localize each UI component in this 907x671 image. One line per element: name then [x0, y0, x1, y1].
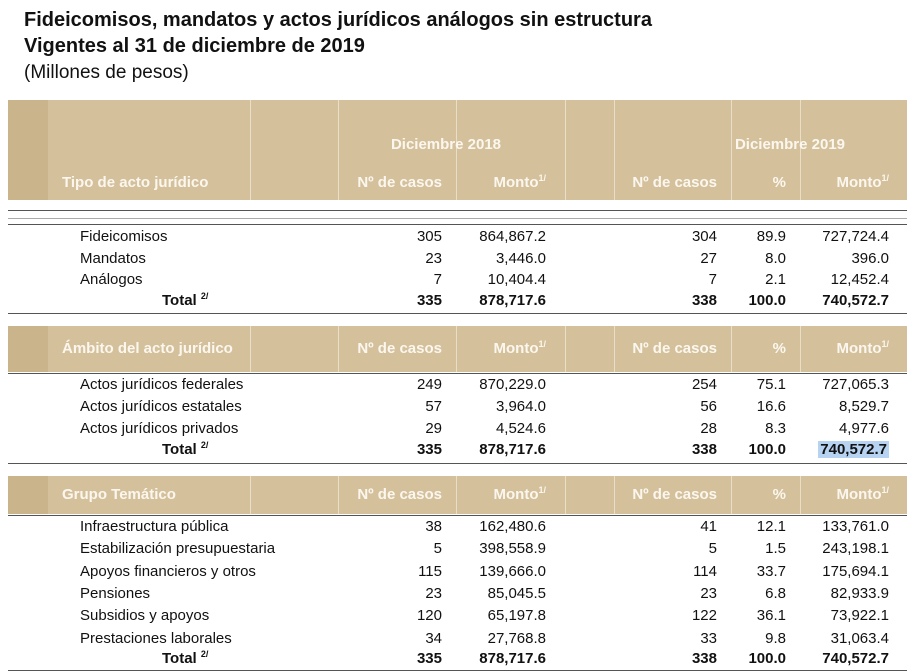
section1-cases-2018-header: Nº de casos: [357, 174, 442, 191]
section1-cases-2019-header: Nº de casos: [632, 174, 717, 191]
cases-2019: 56: [700, 398, 717, 415]
pct-2019: 6.8: [765, 585, 786, 602]
section3-amount-2019-header: Monto$^{1/}$: [836, 485, 889, 503]
header-column-divider: [250, 100, 251, 200]
section2-amount-2019-header: Monto$^{1/}$: [836, 339, 889, 357]
pct-2019: 8.0: [765, 250, 786, 267]
cases-2019: 254: [691, 376, 717, 393]
row-label: Prestaciones laborales: [80, 630, 232, 647]
section3-cases-2018-header: Nº de casos: [357, 486, 442, 503]
cases-2018: 120: [416, 607, 442, 624]
total-label: Total $^{2/}$: [162, 440, 209, 458]
total-cases-2018: 335: [416, 650, 442, 667]
group-header-2018: Diciembre 2018: [390, 136, 502, 153]
total-label: Total $^{2/}$: [162, 291, 209, 309]
rule: [8, 218, 907, 219]
document-title: Fideicomisos, mandatos y actos jurídicos análogos sin estructura: [24, 9, 652, 31]
cases-2019: 304: [691, 228, 717, 245]
cases-2019: 5: [708, 540, 717, 557]
section1-amount-2018-header: Monto$^{1/}$: [493, 173, 546, 191]
total-cases-2018: 335: [416, 292, 442, 309]
amount-2019: 73,922.1: [830, 607, 889, 624]
amount-2019: 133,761.0: [822, 518, 889, 535]
section2-cases-2018-header: Nº de casos: [357, 340, 442, 357]
cases-2018: 38: [425, 518, 442, 535]
pct-2019: 1.5: [765, 540, 786, 557]
amount-2019: 175,694.1: [822, 563, 889, 580]
amount-2018: 4,524.6: [495, 420, 546, 437]
amount-2018: 10,404.4: [487, 271, 546, 288]
cases-2018: 115: [418, 563, 442, 580]
pct-2019: 75.1: [756, 376, 786, 393]
section2-amount-2018-header: Monto$^{1/}$: [493, 339, 546, 357]
row-label: Análogos: [80, 271, 143, 288]
row-label: Actos jurídicos privados: [80, 420, 239, 437]
cases-2019: 114: [693, 563, 717, 580]
row-label: Estabilización presupuestaria: [80, 540, 276, 557]
cases-2018: 305: [416, 228, 442, 245]
cases-2019: 23: [700, 585, 717, 602]
section2-pct-2019-header: %: [772, 340, 786, 357]
cases-2018: 29: [425, 420, 442, 437]
section-heading: Ámbito del acto jurídico: [62, 340, 233, 357]
amount-2018: 85,045.5: [487, 585, 546, 602]
section1-pct-2019-header: %: [772, 174, 786, 191]
header-column-divider: [565, 326, 566, 372]
header-column-divider: [250, 326, 251, 372]
header-left-strip: [8, 100, 48, 200]
rule: [8, 463, 907, 464]
row-label: Mandatos: [80, 250, 146, 267]
header-left-strip: [8, 476, 48, 514]
amount-2019: 727,065.3: [822, 376, 889, 393]
section2-cases-2019-header: Nº de casos: [632, 340, 717, 357]
pct-2019: 89.9: [756, 228, 786, 245]
amount-2018: 27,768.8: [487, 630, 546, 647]
cases-2018: 34: [425, 630, 442, 647]
amount-2018: 3,964.0: [495, 398, 546, 415]
total-cases-2018: 335: [416, 441, 442, 458]
total-pct-2019: 100.0: [748, 292, 786, 309]
total-amount-2019: [769, 291, 889, 311]
total-amount-value: 740,572.7: [822, 292, 889, 309]
pct-2019: 36.1: [756, 607, 786, 624]
row-label: Subsidios y apoyos: [80, 607, 210, 624]
amount-2019: 4,977.6: [838, 420, 889, 437]
amount-2018: 864,867.2: [479, 228, 546, 245]
rule: [8, 210, 907, 211]
cases-2018: 249: [416, 376, 442, 393]
total-amount-2019: [769, 440, 889, 460]
cases-2019: 122: [691, 607, 717, 624]
cases-2019: 7: [708, 271, 717, 288]
amount-2018: 3,446.0: [495, 250, 546, 267]
cases-2019: 33: [700, 630, 717, 647]
total-amount-2018: 878,717.6: [479, 650, 546, 667]
pct-2019: 9.8: [765, 630, 786, 647]
cases-2018: 23: [425, 250, 442, 267]
header-left-strip: [8, 326, 48, 372]
total-amount-value: 740,572.7: [822, 650, 889, 667]
row-label: Apoyos financieros y otros: [80, 563, 256, 580]
section3-cases-2019-header: Nº de casos: [632, 486, 717, 503]
section-heading: Tipo de acto jurídico: [62, 174, 209, 191]
total-amount-2018: 878,717.6: [479, 292, 546, 309]
amount-2019: 243,198.1: [822, 540, 889, 557]
total-pct-2019: 100.0: [748, 650, 786, 667]
amount-2018: 398,558.9: [479, 540, 546, 557]
amount-2019: 8,529.7: [838, 398, 889, 415]
total-cases-2019: 338: [691, 441, 717, 458]
amount-2019: 82,933.9: [830, 585, 889, 602]
amount-2019: 727,724.4: [822, 228, 889, 245]
total-amount-2019: [769, 649, 889, 669]
pct-2019: 8.3: [765, 420, 786, 437]
document-subtitle-date: Vigentes al 31 de diciembre de 2019: [24, 35, 365, 57]
amount-2018: 162,480.6: [479, 518, 546, 535]
section1-amount-2019-header: Monto$^{1/}$: [836, 173, 889, 191]
cases-2019: 28: [700, 420, 717, 437]
header-column-divider: [250, 476, 251, 514]
total-label: Total $^{2/}$: [162, 649, 209, 667]
cases-2018: 23: [425, 585, 442, 602]
total-cases-2019: 338: [691, 292, 717, 309]
section3-amount-2018-header: Monto$^{1/}$: [493, 485, 546, 503]
section-heading: Grupo Temático: [62, 486, 176, 503]
amount-2019: 396.0: [851, 250, 889, 267]
row-label: Infraestructura pública: [80, 518, 229, 535]
cases-2019: 41: [700, 518, 717, 535]
header-column-divider: [565, 476, 566, 514]
group-header-2019: Diciembre 2019: [734, 136, 846, 153]
section3-pct-2019-header: %: [772, 486, 786, 503]
cases-2018: 57: [425, 398, 442, 415]
pct-2019: 12.1: [756, 518, 786, 535]
header-column-divider: [565, 100, 566, 200]
pct-2019: 33.7: [756, 563, 786, 580]
cases-2019: 27: [700, 250, 717, 267]
row-label: Pensiones: [80, 585, 151, 602]
total-pct-2019: 100.0: [748, 441, 786, 458]
total-cases-2019: 338: [691, 650, 717, 667]
amount-2018: 65,197.8: [487, 607, 546, 624]
row-label: Actos jurídicos estatales: [80, 398, 242, 415]
total-amount-2018: 878,717.6: [479, 441, 546, 458]
rule: [8, 515, 907, 516]
cases-2018: 5: [433, 540, 442, 557]
amount-2018: 139,666.0: [479, 563, 546, 580]
row-label: Actos jurídicos federales: [80, 376, 244, 393]
amount-2018: 870,229.0: [479, 376, 546, 393]
cases-2018: 7: [433, 271, 442, 288]
rule: [8, 224, 907, 225]
pct-2019: 2.1: [765, 271, 786, 288]
selected-total-amount: 740,572.7: [820, 441, 887, 458]
amount-2019: 31,063.4: [830, 630, 889, 647]
amount-2019: 12,452.4: [830, 271, 889, 288]
rule: [8, 373, 907, 374]
rule: [8, 313, 907, 314]
pct-2019: 16.6: [756, 398, 786, 415]
units-label: (Millones de pesos): [24, 62, 189, 83]
row-label: Fideicomisos: [80, 228, 168, 245]
